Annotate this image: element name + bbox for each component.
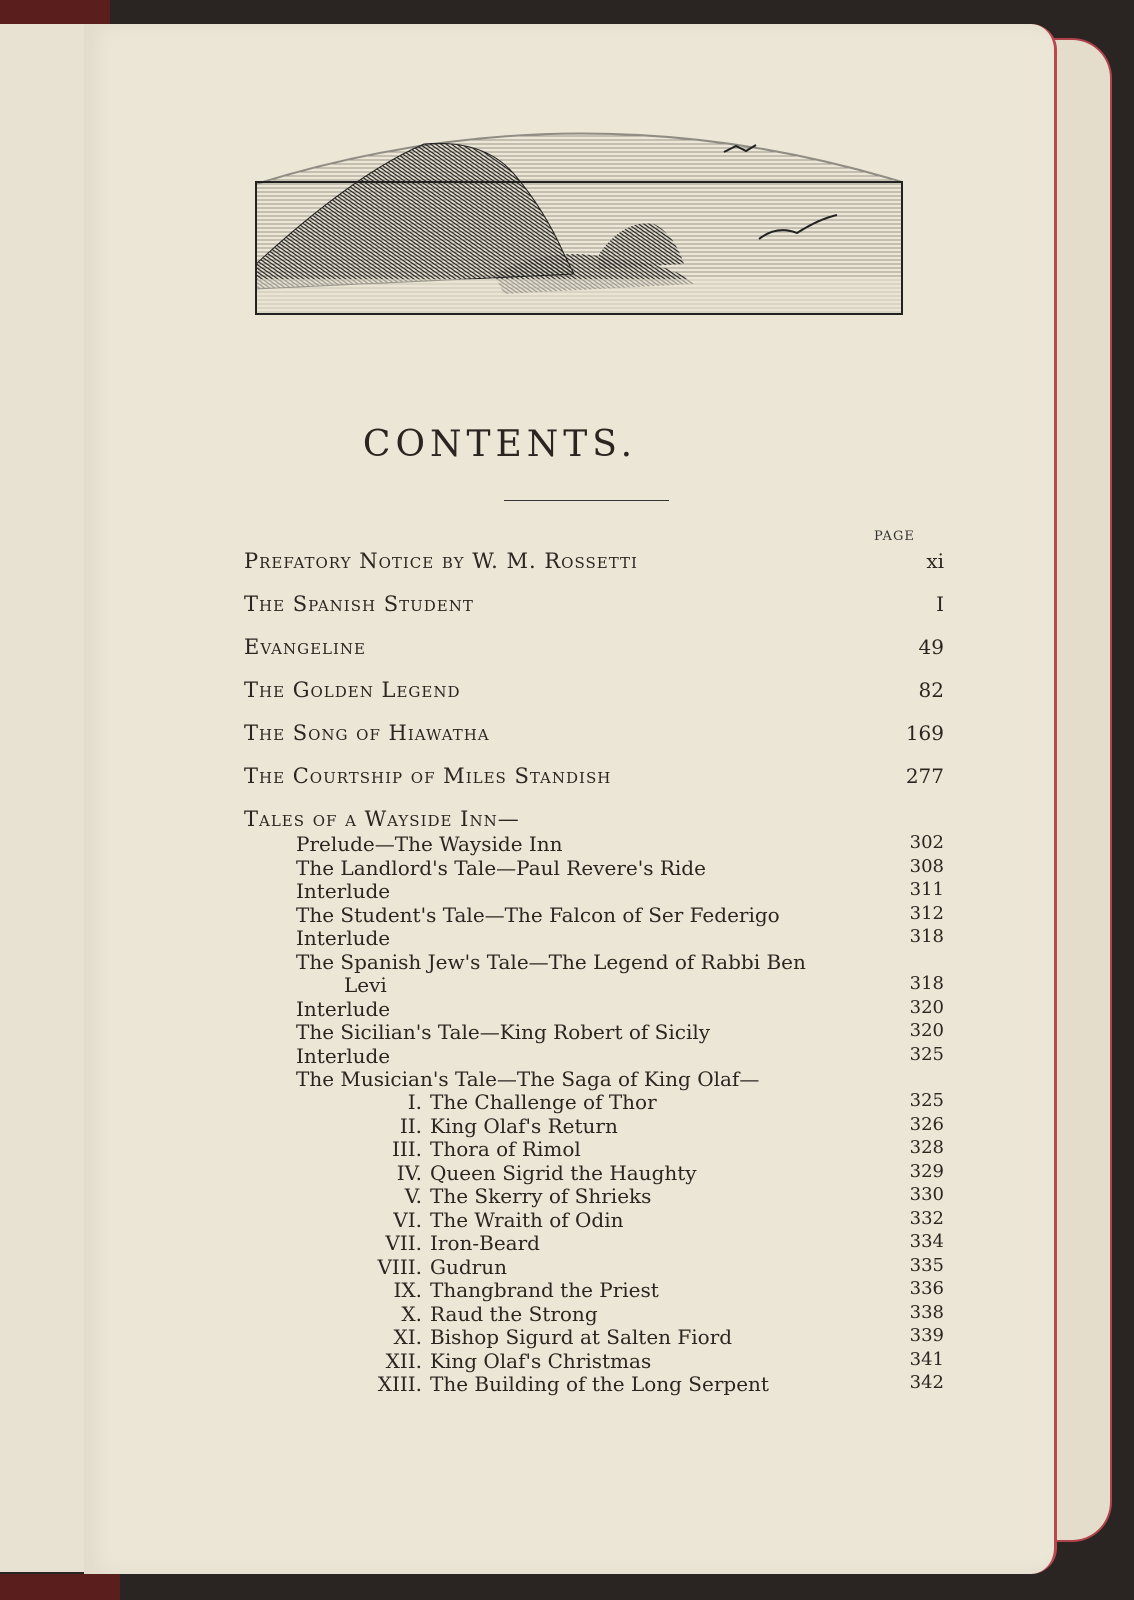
toc-entry-title [356, 1208, 624, 1232]
toc-entry-title [356, 1114, 618, 1138]
toc-entry-page: 320 [909, 996, 944, 1018]
toc-entry-label: King Olaf's Return [430, 1113, 618, 1138]
toc-entry-page: 342 [909, 1372, 944, 1393]
toc-entry-title [296, 832, 563, 856]
toc-entry-title [244, 678, 461, 702]
toc-entry-page: 330 [909, 1184, 944, 1205]
toc-entry-title [244, 549, 638, 573]
toc-entry-page: 49 [918, 635, 944, 659]
toc-entry-page: 325 [909, 1090, 944, 1111]
toc-entry-title [296, 856, 706, 880]
toc-entry-label: Prefatory Notice by W. M. Rossetti [244, 549, 638, 573]
toc-entry-title [356, 1302, 598, 1326]
toc-entry-page: 302 [909, 832, 944, 853]
toc-entry-number: VI. [393, 1207, 422, 1232]
toc-entry [84, 592, 944, 622]
toc-entry-page: 326 [909, 1113, 944, 1135]
toc-entry-page: 312 [909, 902, 944, 924]
toc-entry-page: 328 [909, 1137, 944, 1158]
toc-entry-label: Thangbrand the Priest [430, 1278, 659, 1302]
toc-entry-label: Interlude [296, 1043, 391, 1068]
toc-entry-page: 318 [909, 926, 944, 947]
toc-entry-label: The Wraith of Odin [430, 1207, 624, 1232]
toc-entry-page: 277 [905, 764, 944, 788]
toc-entry-page: 341 [909, 1348, 944, 1370]
toc-entry-page: 325 [909, 1043, 944, 1065]
toc-entry-label: The Building of the Long Serpent [430, 1372, 769, 1396]
toc-entry-label: The Spanish Jew's Tale—The Legend of Rabbi Ben [296, 949, 806, 974]
toc-entry-label: The Song of Hiawatha [244, 721, 490, 745]
toc-entry-page: 339 [909, 1325, 944, 1346]
toc-entry-label: Iron-Beard [430, 1231, 540, 1255]
page-column-label: PAGE [874, 529, 915, 544]
toc-entry-title [296, 950, 806, 974]
toc-entry-label: The Courtship of Miles Standish [244, 764, 612, 788]
title-rule [504, 500, 669, 501]
toc-entry-label: The Spanish Student [244, 592, 474, 616]
toc-entry-number: I. [407, 1090, 422, 1114]
left-page [0, 24, 85, 1572]
toc-entry-label: Queen Sigrid the Haughty [430, 1160, 697, 1185]
toc-entry-label: The Golden Legend [244, 678, 461, 702]
toc-entry-label: Evangeline [244, 635, 366, 659]
toc-entry-number: XIII. [377, 1372, 422, 1396]
toc-entry-title [244, 721, 490, 745]
toc-entry-label: The Sicilian's Tale—King Robert of Sicily [296, 1020, 711, 1044]
toc-entry-page: I [936, 592, 944, 616]
toc-entry-title [244, 592, 474, 616]
toc-entry-label: Prelude—The Wayside Inn [296, 832, 563, 856]
toc-entry-title [356, 1184, 651, 1208]
toc-entry-page: 169 [905, 721, 944, 745]
toc-entry-title [244, 764, 611, 788]
toc-entry-page: 335 [909, 1254, 944, 1276]
toc-entry-number: VII. [385, 1231, 422, 1255]
toc-entry-label: The Musician's Tale—The Saga of King Olaf— [296, 1067, 760, 1091]
toc-entry-title [296, 926, 390, 950]
toc-entry-label: The Skerry of Shrieks [430, 1184, 652, 1208]
page-title: CONTENTS. [362, 424, 638, 465]
toc-entry-title [296, 1020, 710, 1044]
toc-entry-label: The Student's Tale—The Falcon of Ser Federigo [296, 902, 780, 927]
toc-entry-title [356, 1137, 581, 1161]
toc-entry-label: Interlude [296, 926, 391, 950]
toc-entry-title [356, 1349, 651, 1373]
coastal-engraving-image [254, 114, 904, 319]
toc-entry [84, 1372, 944, 1402]
toc-entry-title [356, 1325, 732, 1349]
toc-entry-page: 332 [909, 1207, 944, 1229]
toc-entry [84, 764, 944, 794]
toc-entry-title [296, 903, 780, 927]
toc-entry-number: X. [401, 1301, 422, 1326]
toc-entry-page: 320 [909, 1020, 944, 1041]
toc-entry [84, 678, 944, 708]
toc-entry-page: 336 [909, 1278, 944, 1299]
toc-entry-number: V. [404, 1184, 422, 1208]
toc-entry [84, 635, 944, 665]
toc-entry-title [356, 1090, 657, 1114]
toc-entry-label: Levi [344, 973, 387, 997]
toc-entry-title [356, 1255, 507, 1279]
toc-entry-label: Thora of Rimol [430, 1137, 581, 1161]
toc-entry-number: II. [399, 1113, 422, 1138]
toc-entry-page: 334 [909, 1231, 944, 1252]
contents-page [84, 24, 1057, 1574]
toc-entry [84, 549, 944, 579]
toc-entry-page: 308 [909, 855, 944, 877]
toc-entry-number: XII. [385, 1348, 422, 1373]
toc-entry-title [244, 807, 520, 831]
toc-entry-label: The Challenge of Thor [430, 1090, 657, 1114]
toc-entry-label: Raud the Strong [430, 1301, 598, 1326]
book-cover-edge-bottom [0, 1574, 120, 1600]
toc-entry-number: III. [391, 1137, 422, 1161]
toc-entry-page: 311 [909, 879, 944, 900]
toc-entry-title [296, 879, 390, 903]
toc-entry-page: xi [926, 549, 944, 573]
toc-entry-title [356, 1231, 540, 1255]
toc-entry-label: King Olaf's Christmas [430, 1348, 652, 1373]
toc-entry-number: XI. [393, 1325, 422, 1349]
toc-entry-title [296, 1067, 759, 1091]
toc-entry-title [356, 1161, 697, 1185]
toc-entry-page: 338 [909, 1301, 944, 1323]
book-cover-edge-top [0, 0, 110, 24]
toc-entry-number: VIII. [377, 1254, 422, 1279]
toc-entry-title [296, 1044, 390, 1068]
toc-entry-title [356, 1372, 769, 1396]
toc-entry-label: Tales of a Wayside Inn— [244, 807, 520, 831]
toc-entry-page: 82 [918, 678, 944, 702]
toc-entry-title [244, 635, 366, 659]
toc-entry-number: IV. [396, 1160, 422, 1185]
toc-entry-number: IX. [393, 1278, 422, 1302]
toc-entry-label: Interlude [296, 996, 391, 1021]
toc-entry [84, 721, 944, 751]
toc-entry-title [296, 997, 390, 1021]
toc-entry-page: 329 [909, 1160, 944, 1182]
toc-entry-label: Bishop Sigurd at Salten Fiord [430, 1325, 733, 1349]
toc-entry-title [344, 973, 387, 997]
toc-entry-label: Gudrun [430, 1254, 507, 1279]
toc-entry-page: 318 [909, 973, 944, 994]
toc-entry-label: Interlude [296, 879, 391, 903]
toc-entry-label: The Landlord's Tale—Paul Revere's Ride [296, 855, 706, 880]
toc-entry-title [356, 1278, 659, 1302]
